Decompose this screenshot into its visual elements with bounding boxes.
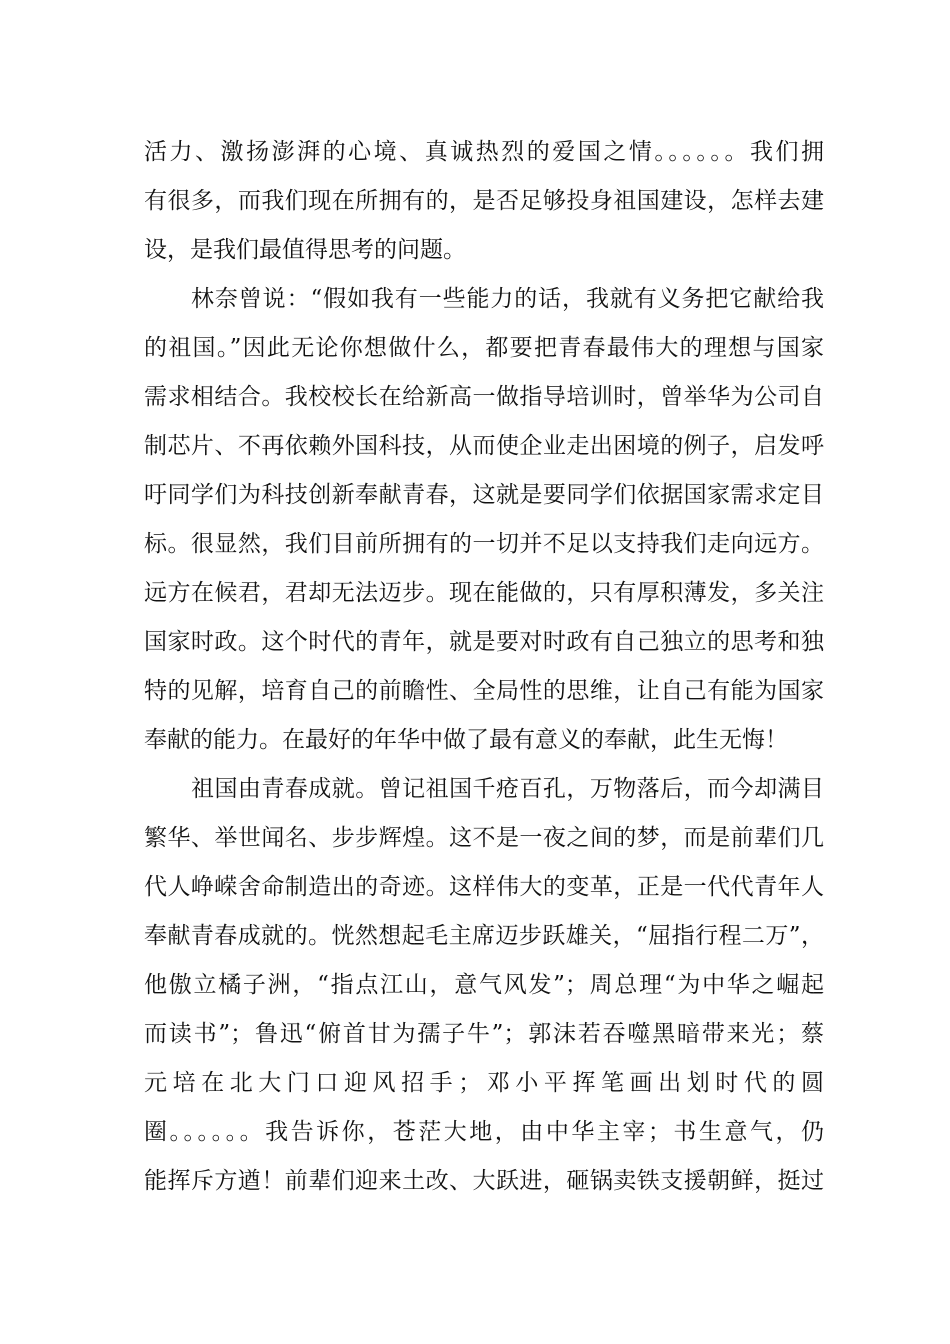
- text-line: 奉献的能力。在最好的年华中做了最有意义的奉献，此生无悔！: [144, 727, 788, 753]
- text-line: 林奈曾说：“假如我有一些能力的话，我就有义务把它献给我: [191, 286, 824, 312]
- text-line: 标。很显然，我们目前所拥有的一切并不足以支持我们走向远方。: [144, 531, 824, 557]
- text-line: 能挥斥方遒！前辈们迎来土改、大跃进，砸锅卖铁支援朝鲜，挺过: [144, 1168, 824, 1194]
- text-line: 奉献青春成就的。恍然想起毛主席迈步跃雄关，“屈指行程二万”，: [144, 923, 824, 949]
- text-line: 需求相结合。我校校长在给新高一做指导培训时，曾举华为公司自: [144, 384, 824, 410]
- text-line: 制芯片、不再依赖外国科技，从而使企业走出困境的例子，启发呼: [144, 433, 824, 459]
- text-line: 设，是我们最值得思考的问题。: [144, 237, 466, 263]
- text-line: 的祖国。”因此无论你想做什么，都要把青春最伟大的理想与国家: [144, 335, 824, 361]
- text-line: 活力、激扬澎湃的心境、真诚热烈的爱国之情。。。。。。我们拥: [144, 139, 824, 165]
- text-line: 特的见解，培育自己的前瞻性、全局性的思维，让自己有能为国家: [144, 678, 824, 704]
- text-line: 吁同学们为科技创新奉献青春，这就是要同学们依据国家需求定目: [144, 482, 824, 508]
- text-line: 国家时政。这个时代的青年，就是要对时政有自己独立的思考和独: [144, 629, 824, 655]
- text-line: 元培在北大门口迎风招手；邓小平挥笔画出划时代的圆: [144, 1070, 824, 1096]
- text-line: 而读书”；鲁迅“俯首甘为孺子牛”；郭沫若吞噬黑暗带来光；蔡: [144, 1021, 824, 1047]
- text-line: 祖国由青春成就。曾记祖国千疮百孔，万物落后，而今却满目: [191, 776, 824, 802]
- text-line: 远方在候君，君却无法迈步。现在能做的，只有厚积薄发，多关注: [144, 580, 824, 606]
- text-line: 圈。。。。。。我告诉你，苍茫大地，由中华主宰；书生意气，仍: [144, 1119, 824, 1145]
- text-line: 有很多，而我们现在所拥有的，是否足够投身祖国建设，怎样去建: [144, 188, 824, 214]
- text-line: 代人峥嵘舍命制造出的奇迹。这样伟大的变革，正是一代代青年人: [144, 874, 824, 900]
- text-line: 他傲立橘子洲，“指点江山，意气风发”；周总理“为中华之崛起: [144, 972, 824, 998]
- text-line: 繁华、举世闻名、步步辉煌。这不是一夜之间的梦，而是前辈们几: [144, 825, 824, 851]
